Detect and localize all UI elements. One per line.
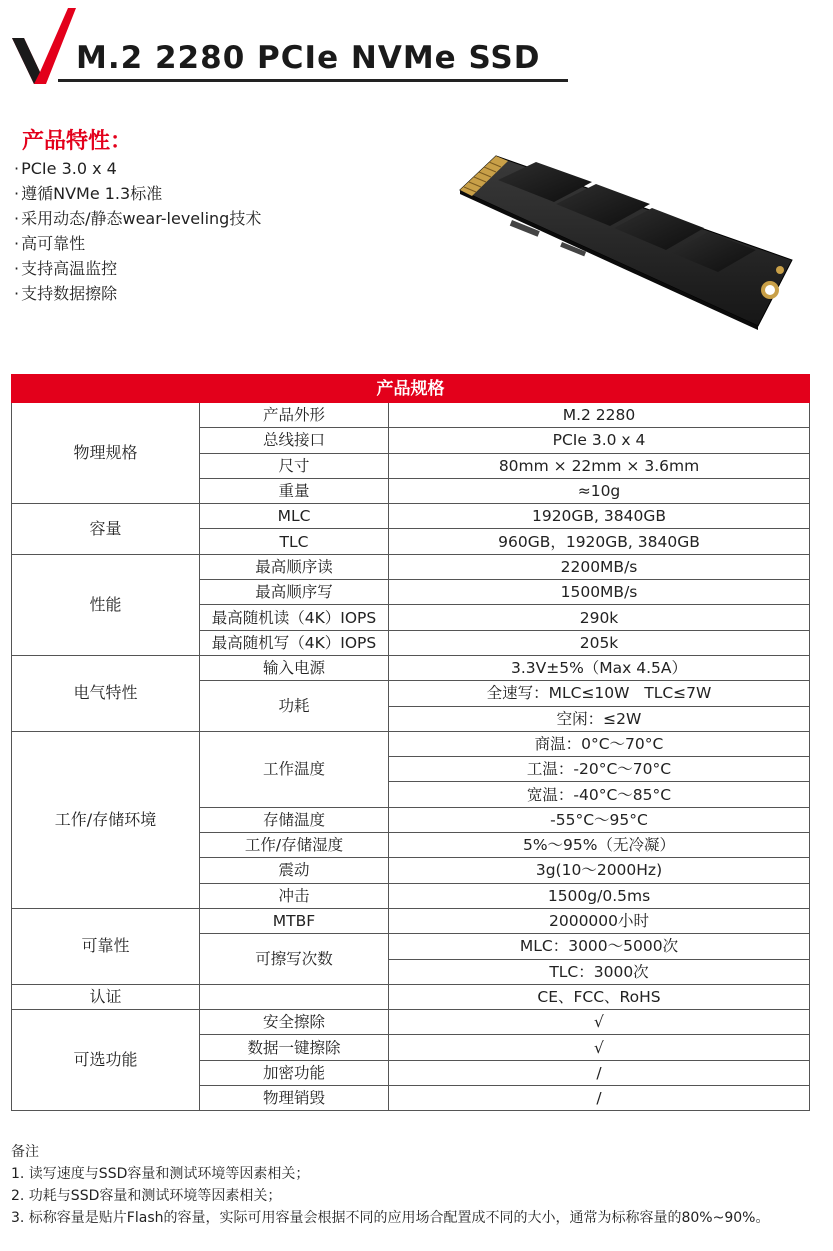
spec-value: 1500MB/s	[389, 580, 810, 605]
spec-value: 2200MB/s	[389, 554, 810, 579]
note-item: 3. 标称容量是贴片Flash的容量，实际可用容量会根据不同的应用场合配置成不同的大小，通常为标称容量的80%~90%。	[11, 1210, 770, 1226]
feature-item: · 遵循NVMe 1.3标准	[14, 181, 261, 206]
spec-value: 1920GB, 3840GB	[389, 504, 810, 529]
features-list	[14, 156, 261, 306]
spec-table	[11, 374, 810, 1111]
spec-key: 冲击	[200, 883, 389, 908]
page-title: M.2 2280 PCIe NVMe SSD	[76, 40, 541, 76]
spec-value: 空闲：≤2W	[389, 706, 810, 731]
spec-value: 工温：-20°C～70°C	[389, 757, 810, 782]
spec-value: 5%～95%（无冷凝）	[389, 833, 810, 858]
spec-key: 最高顺序读	[200, 554, 389, 579]
spec-value: PCIe 3.0 x 4	[389, 428, 810, 453]
spec-key: 震动	[200, 858, 389, 883]
spec-key: 功耗	[200, 681, 389, 732]
spec-key: 工作温度	[200, 731, 389, 807]
spec-value: M.2 2280	[389, 403, 810, 428]
spec-value: 960GB，1920GB, 3840GB	[389, 529, 810, 554]
features-heading: 产品特性：	[22, 129, 133, 154]
note-item: 2. 功耗与SSD容量和测试环境等因素相关；	[11, 1188, 282, 1204]
spec-key: 总线接口	[200, 428, 389, 453]
feature-item: · 支持数据擦除	[14, 281, 261, 306]
brand-logo-icon	[10, 8, 76, 84]
spec-key: 产品外形	[200, 403, 389, 428]
spec-category: 容量	[12, 504, 200, 555]
spec-heading: 产品规格	[12, 375, 810, 403]
notes-section	[11, 1141, 811, 1229]
spec-value: -55°C～95°C	[389, 807, 810, 832]
spec-key: 最高顺序写	[200, 580, 389, 605]
spec-category: 性能	[12, 554, 200, 655]
spec-key: 输入电源	[200, 655, 389, 680]
ssd-product-image	[452, 150, 798, 330]
spec-key: 存储温度	[200, 807, 389, 832]
note-item: 1. 读写速度与SSD容量和测试环境等因素相关；	[11, 1166, 310, 1182]
spec-value: ≈10g	[389, 478, 810, 503]
spec-category: 可靠性	[12, 908, 200, 984]
spec-value: CE、FCC、RoHS	[389, 984, 810, 1009]
spec-category: 可选功能	[12, 1010, 200, 1111]
spec-category: 认证	[12, 984, 200, 1009]
spec-category: 电气特性	[12, 655, 200, 731]
spec-key: 尺寸	[200, 453, 389, 478]
spec-value: /	[389, 1086, 810, 1111]
spec-key: 加密功能	[200, 1060, 389, 1085]
spec-key: 工作/存储湿度	[200, 833, 389, 858]
spec-value: 80mm × 22mm × 3.6mm	[389, 453, 810, 478]
spec-key: 安全擦除	[200, 1010, 389, 1035]
spec-value: 宽温：-40°C～85°C	[389, 782, 810, 807]
spec-value: MLC：3000～5000次	[389, 934, 810, 959]
spec-key: 物理销毁	[200, 1086, 389, 1111]
spec-value: 290k	[389, 605, 810, 630]
spec-key: MLC	[200, 504, 389, 529]
notes-heading: 备注	[11, 1144, 39, 1160]
spec-value: √	[389, 1010, 810, 1035]
feature-item: · 支持高温监控	[14, 256, 261, 281]
spec-value: 3g(10～2000Hz)	[389, 858, 810, 883]
feature-item: · PCIe 3.0 x 4	[14, 156, 261, 181]
spec-key: 最高随机写（4K）IOPS	[200, 630, 389, 655]
spec-key: MTBF	[200, 908, 389, 933]
spec-value: 2000000小时	[389, 908, 810, 933]
spec-category: 物理规格	[12, 403, 200, 504]
spec-value: 全速写：MLC≤10W TLC≤7W	[389, 681, 810, 706]
spec-key: 可擦写次数	[200, 934, 389, 985]
title-underline	[58, 79, 568, 82]
spec-key: TLC	[200, 529, 389, 554]
spec-value: 商温：0°C～70°C	[389, 731, 810, 756]
spec-key: 重量	[200, 478, 389, 503]
spec-value: TLC：3000次	[389, 959, 810, 984]
feature-item: · 高可靠性	[14, 231, 261, 256]
spec-value: √	[389, 1035, 810, 1060]
feature-item: · 采用动态/静态wear-leveling技术	[14, 206, 261, 231]
spec-value: 1500g/0.5ms	[389, 883, 810, 908]
spec-value: 205k	[389, 630, 810, 655]
spec-key	[200, 984, 389, 1009]
spec-value: 3.3V±5%（Max 4.5A）	[389, 655, 810, 680]
spec-key: 数据一键擦除	[200, 1035, 389, 1060]
spec-key: 最高随机读（4K）IOPS	[200, 605, 389, 630]
spec-value: /	[389, 1060, 810, 1085]
spec-category: 工作/存储环境	[12, 731, 200, 908]
